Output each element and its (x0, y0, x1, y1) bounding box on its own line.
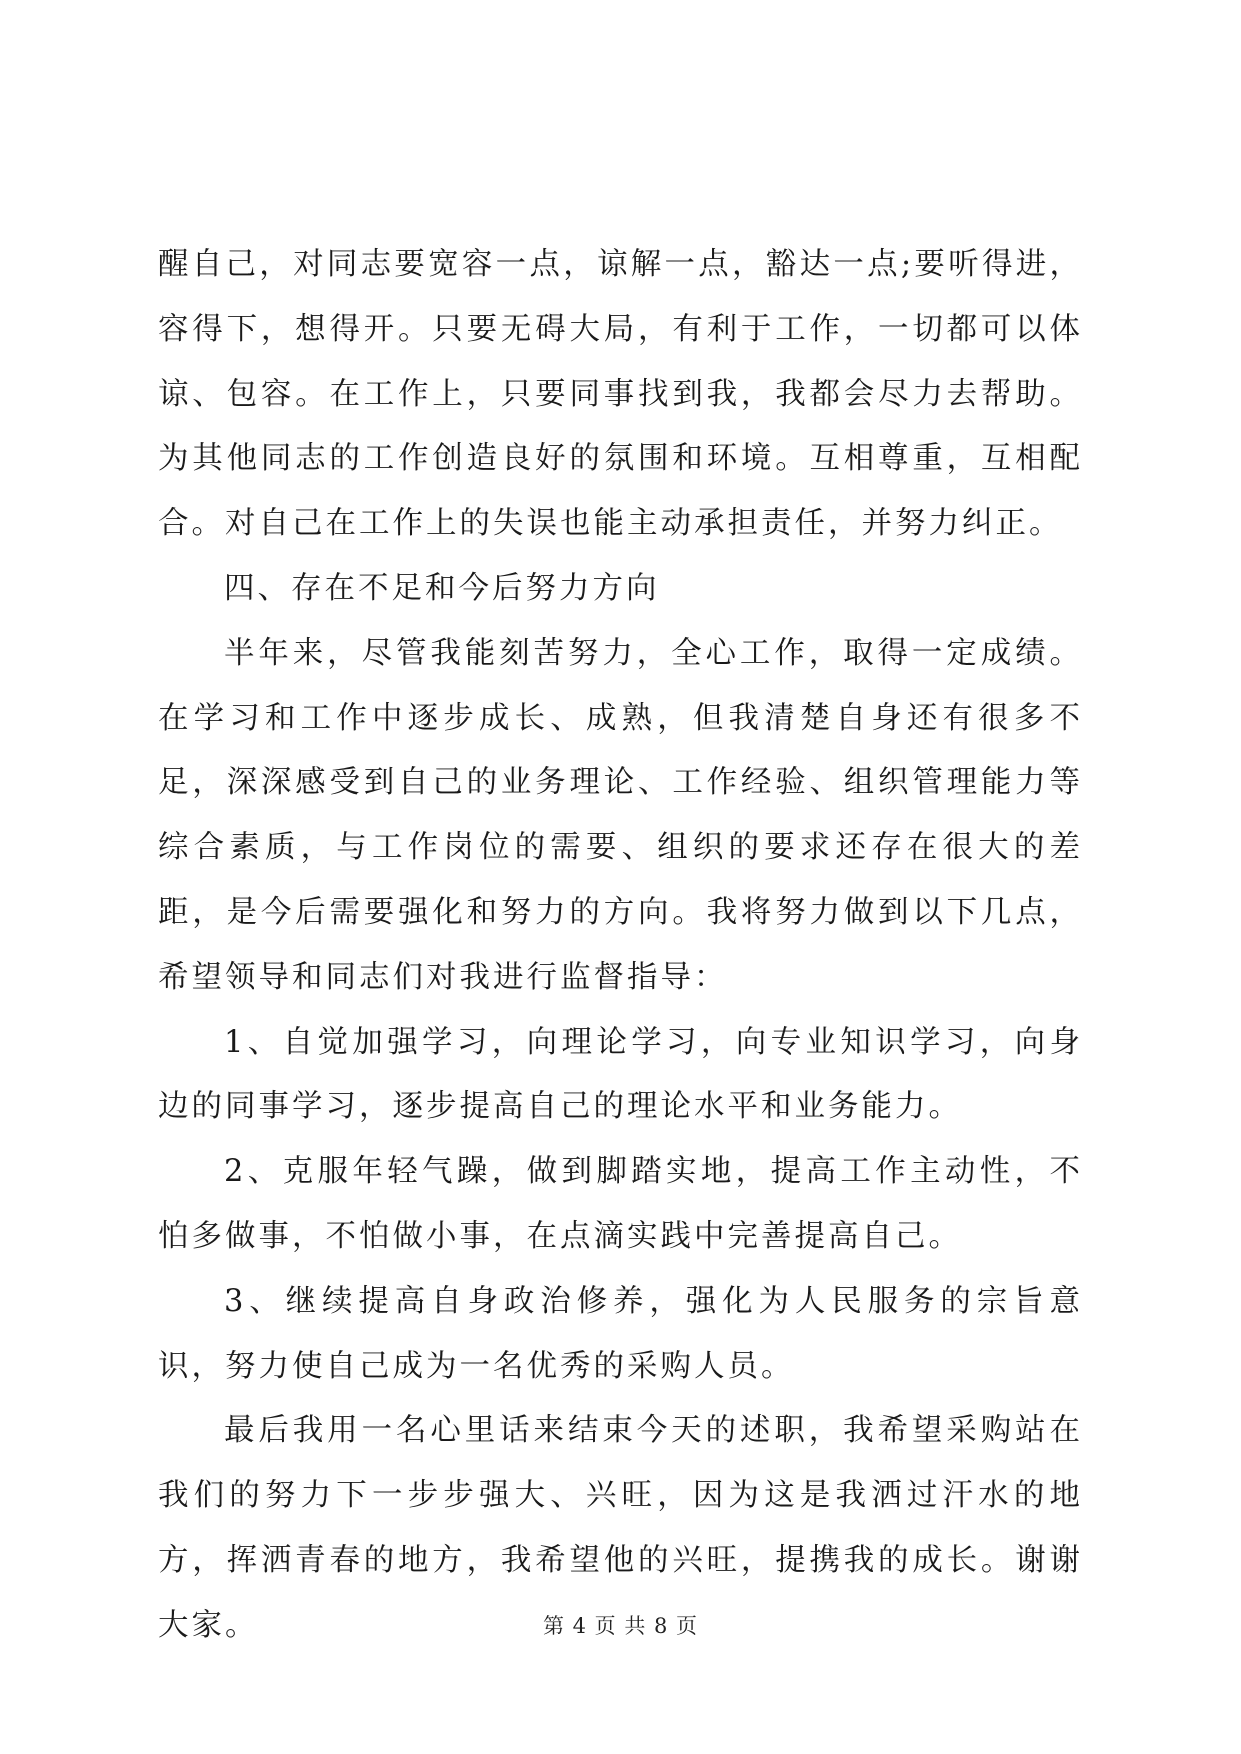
list-item-3: 3、继续提高自身政治修养，强化为人民服务的宗旨意识，努力使自己成为一名优秀的采购人员。 (158, 1283, 1083, 1384)
paragraph-closing: 最后我用一名心里话来结束今天的述职，我希望采购站在我们的努力下一步步强大、兴旺，因为这是我洒过汗水的地方，挥洒青春的地方，我希望他的兴旺，提携我的成长。谢谢大家。 (158, 1413, 1083, 1643)
section-heading-4: 四、存在不足和今后努力方向 (224, 570, 660, 606)
list-item-1: 1、自觉加强学习，向理论学习，向专业知识学习，向身边的同事学习，逐步提高自己的理论水平和业务能力。 (158, 1024, 1083, 1125)
paragraph-continuation: 醒自己，对同志要宽容一点，谅解一点，豁达一点;要听得进，容得下，想得开。只要无碍大局，有利于工作，一切都可以体谅、包容。在工作上，只要同事找到我，我都会尽力去帮助。为其他同志的工作创造良好的氛围和环境。互相尊重，互相配合。对自己在工作上的失误也能主动承担责任，并努力纠正。 (158, 247, 1083, 542)
page-number-footer: 第 4 页 共 8 页 (542, 1614, 699, 1638)
list-item-2: 2、克服年轻气躁，做到脚踏实地，提高工作主动性，不怕多做事，不怕做小事，在点滴实践中完善提高自己。 (158, 1154, 1083, 1254)
paragraph-half-year-review: 半年来，尽管我能刻苦努力，全心工作，取得一定成绩。在学习和工作中逐步成长、成熟，但我清楚自身还有很多不足，深深感受到自己的业务理论、工作经验、组织管理能力等综合素质，与工作岗位的需要、组织的要求还存在很大的差距，是今后需要强化和努力的方向。我将努力做到以下几点，希望领导和同志们对我进行监督指导： (158, 635, 1083, 995)
document-body (158, 233, 1083, 1659)
